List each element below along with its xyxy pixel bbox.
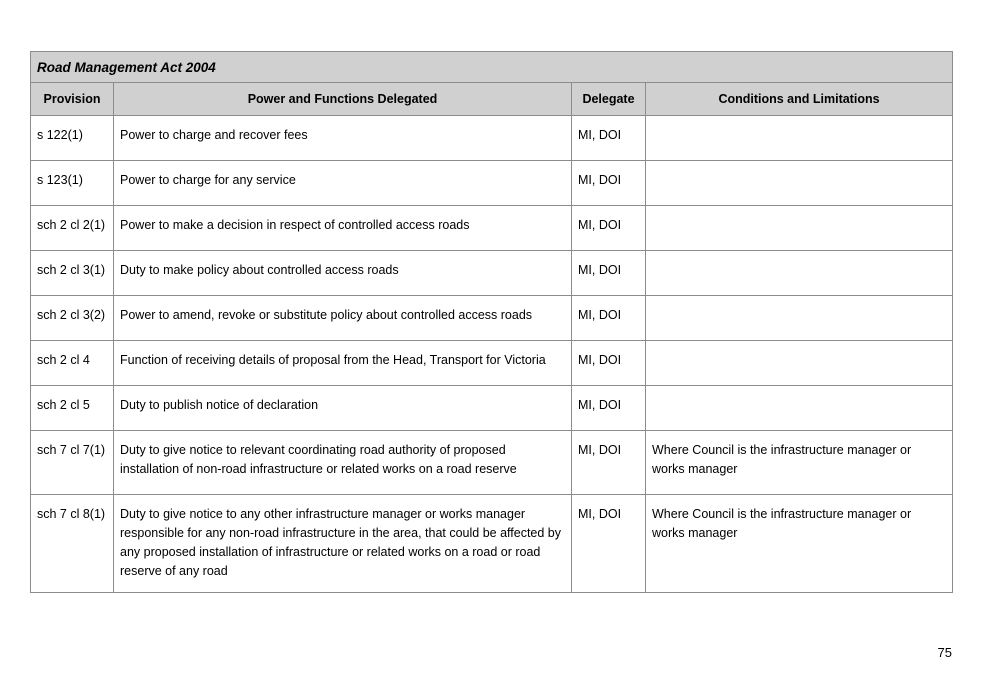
- conditions-cell: [646, 341, 953, 386]
- provision-cell: s 122(1): [31, 116, 114, 161]
- table-title-row: [31, 52, 953, 83]
- provision-cell: sch 2 cl 5: [31, 386, 114, 431]
- table-row: [31, 251, 953, 296]
- page-number: 75: [937, 645, 952, 660]
- conditions-cell: Where Council is the infrastructure manager or works manager: [646, 431, 953, 495]
- conditions-cell: Where Council is the infrastructure manager or works manager: [646, 495, 953, 593]
- power-cell: Power to amend, revoke or substitute policy about controlled access roads: [114, 296, 572, 341]
- provision-cell: sch 2 cl 4: [31, 341, 114, 386]
- power-cell: Duty to make policy about controlled access roads: [114, 251, 572, 296]
- table-row: [31, 386, 953, 431]
- delegate-cell: MI, DOI: [572, 341, 646, 386]
- provision-cell: sch 2 cl 3(1): [31, 251, 114, 296]
- delegate-cell: MI, DOI: [572, 206, 646, 251]
- conditions-cell: [646, 116, 953, 161]
- table-row: [31, 495, 953, 593]
- conditions-cell: [646, 251, 953, 296]
- delegate-cell: MI, DOI: [572, 431, 646, 495]
- header-delegate: Delegate: [572, 83, 646, 116]
- provision-cell: sch 7 cl 8(1): [31, 495, 114, 593]
- table-row: [31, 161, 953, 206]
- delegate-cell: MI, DOI: [572, 495, 646, 593]
- delegate-cell: MI, DOI: [572, 161, 646, 206]
- power-cell: Power to make a decision in respect of controlled access roads: [114, 206, 572, 251]
- table-row: [31, 116, 953, 161]
- table-title: Road Management Act 2004: [31, 52, 953, 83]
- header-provision: Provision: [31, 83, 114, 116]
- provision-cell: sch 2 cl 2(1): [31, 206, 114, 251]
- conditions-cell: [646, 161, 953, 206]
- delegate-cell: MI, DOI: [572, 296, 646, 341]
- provision-cell: s 123(1): [31, 161, 114, 206]
- power-cell: Duty to publish notice of declaration: [114, 386, 572, 431]
- delegation-table: [30, 51, 953, 593]
- provision-cell: sch 2 cl 3(2): [31, 296, 114, 341]
- header-power: Power and Functions Delegated: [114, 83, 572, 116]
- header-conditions: Conditions and Limitations: [646, 83, 953, 116]
- power-cell: Power to charge for any service: [114, 161, 572, 206]
- table-row: [31, 296, 953, 341]
- table-header-row: [31, 83, 953, 116]
- conditions-cell: [646, 296, 953, 341]
- power-cell: Function of receiving details of proposal from the Head, Transport for Victoria: [114, 341, 572, 386]
- delegate-cell: MI, DOI: [572, 116, 646, 161]
- conditions-cell: [646, 206, 953, 251]
- delegate-cell: MI, DOI: [572, 251, 646, 296]
- table-row: [31, 206, 953, 251]
- delegate-cell: MI, DOI: [572, 386, 646, 431]
- provision-cell: sch 7 cl 7(1): [31, 431, 114, 495]
- power-cell: Duty to give notice to relevant coordinating road authority of proposed installation of non-road infrastructure or related works on a road reserve: [114, 431, 572, 495]
- power-cell: Power to charge and recover fees: [114, 116, 572, 161]
- power-cell: Duty to give notice to any other infrastructure manager or works manager responsible for any non-road infrastructure in the area, that could be affected by any proposed installation of infrastructure or related works on a road or road reserve of any road: [114, 495, 572, 593]
- table-row: [31, 431, 953, 495]
- conditions-cell: [646, 386, 953, 431]
- table-row: [31, 341, 953, 386]
